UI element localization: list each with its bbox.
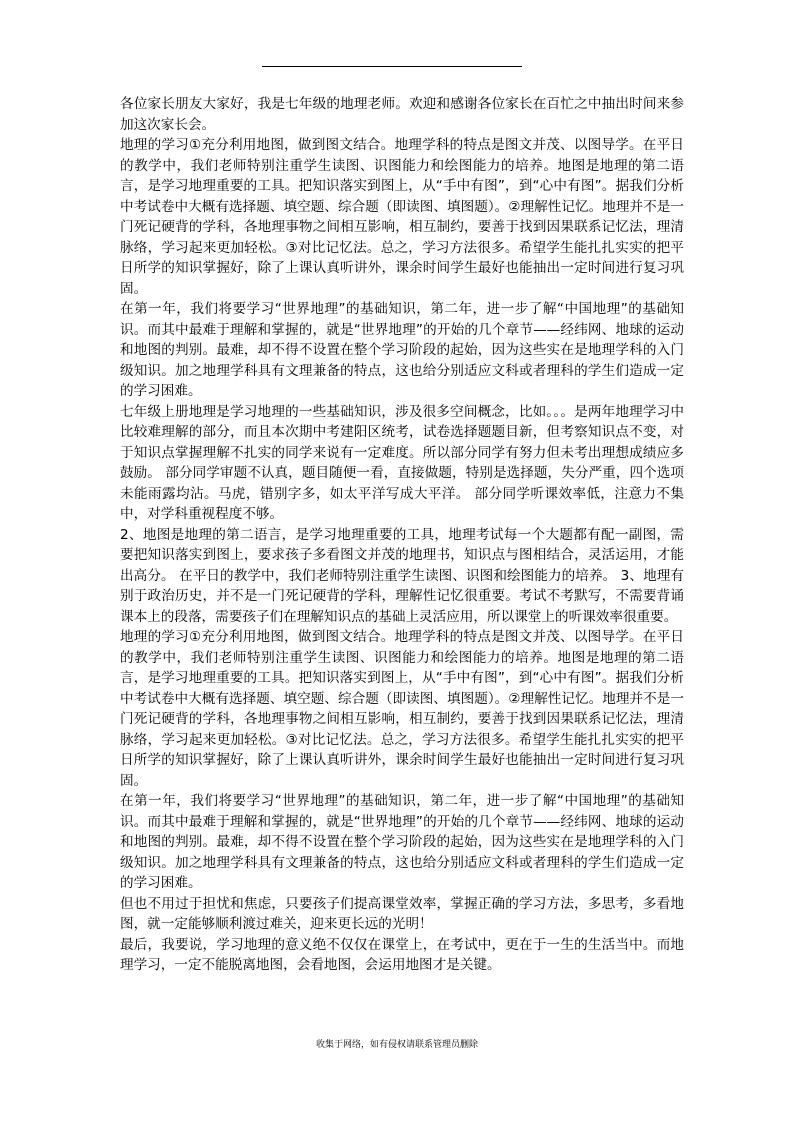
page-footer: 收集于网络，如有侵权请联系管理员删除 [315, 1040, 478, 1050]
paragraph-greeting: 各位家长朋友大家好，我是七年级的地理老师。欢迎和感谢各位家长在百忙之中抽出时间来参加这次家长会。 [120, 96, 684, 133]
paragraph-study-methods: 地理的学习①充分利用地图，做到图文结合。地理学科的特点是图文并茂、以图导学。在平日的教学中，我们老师特别注重学生读图、识图能力和绘图能力的培养。地图是地理的第二语言，是学习地理重要的工具。把知识落实到图上，从“手中有图”，到“心中有图”。据我们分析中考试卷中大概有选择题、填空题、综合题（即读图、填图题）。②理解性记忆。地理并不是一门死记硬背的学科，各地理事物之间相互影响，相互制约，要善于找到因果联系记忆法，理清脉络，学习起来更加轻松。③对比记忆法。总之，学习方法很多。希望学生能扎扎实实的把平日所学的知识掌握好，除了上课认真听讲外，课余时间学生最好也能抽出一定时间进行复习巩固。 [120, 137, 684, 297]
paragraph-curriculum: 在第一年，我们将要学习“世界地理”的基础知识，第二年，进一步了解“中国地理”的基础知识。而其中最难于理解和掌握的，就是“世界地理”的开始的几个章节——经纬网、地球的运动和地图的判别。最难，却不得不设置在整个学习阶段的起始，因为这些实在是地理学科的入门级知识。加之地理学科具有文理兼备的特点，这也给分别适应文科或者理科的学生们造成一定的学习困难。 [120, 301, 684, 399]
paragraph-map-importance: 2、地图是地理的第二语言，是学习地理重要的工具，地理考试每一个大题都有配一副图，需要把知识落实到图上，要求孩子多看图文并茂的地理书，知识点与图相结合，灵活运用，才能出高分。 在平日的教学中，我们老师特别注重学生读图、识图和绘图能力的培养。 3、地理有别于政治历史，并不是一门死记硬背的学科，理解性记忆很重要。考试不考默写，不需要背诵课本上的段落，需要孩子们在理解知识点的基础上灵活应用，所以课堂上的听课效率很重要。 [120, 526, 684, 625]
paragraph-encouragement: 但也不用过于担忧和焦虑，只要孩子们提高课堂效率，掌握正确的学习方法，多思考，多看地图，就一定能够顺利渡过难关，迎来更长远的光明！ [120, 895, 684, 932]
header-rule [262, 66, 522, 67]
paragraph-closing: 最后，我要说，学习地理的意义绝不仅仅在课堂上，在考试中，更在于一生的生活当中。而地理学习，一定不能脱离地图，会看地图，会运用地图才是关键。 [120, 936, 684, 973]
paragraph-exam-analysis: 七年级上册地理是学习地理的一些基础知识，涉及很多空间概念，比如。。。是两年地理学习中比较难理解的部分，而且本次期中考建阳区统考，试卷选择题题目新，但考察知识点不变，对于知识点掌握理解不扎实的同学来说有一定难度。所以部分同学有努力但未考出理想成绩应多鼓励。 部分同学审题不认真，题目随便一看，直接做题，特别是选择题，失分严重，四个选项未能雨露均沾。马虎，错别字多，如太平洋写成大平洋。 部分同学听课效率低，注意力不集中，对学科重视程度不够。 [120, 403, 684, 522]
paragraph-study-methods-repeat: 地理的学习①充分利用地图，做到图文结合。地理学科的特点是图文并茂、以图导学。在平日的教学中，我们老师特别注重学生读图、识图能力和绘图能力的培养。地图是地理的第二语言，是学习地理重要的工具。把知识落实到图上，从“手中有图”，到“心中有图”。据我们分析中考试卷中大概有选择题、填空题、综合题（即读图、填图题）。②理解性记忆。地理并不是一门死记硬背的学科，各地理事物之间相互影响，相互制约，要善于找到因果联系记忆法，理清脉络，学习起来更加轻松。③对比记忆法。总之，学习方法很多。希望学生能扎扎实实的把平日所学的知识掌握好，除了上课认真听讲外，课余时间学生最好也能抽出一定时间进行复习巩固。 [120, 629, 684, 789]
document-body [120, 94, 684, 976]
paragraph-curriculum-repeat: 在第一年，我们将要学习“世界地理”的基础知识，第二年，进一步了解“中国地理”的基础知识。而其中最难于理解和掌握的，就是“世界地理”的开始的几个章节——经纬网、地球的运动和地图的判别。最难，却不得不设置在整个学习阶段的起始，因为这些实在是地理学科的入门级知识。加之地理学科具有文理兼备的特点，这也给分别适应文科或者理科的学生们造成一定的学习困难。 [120, 793, 684, 891]
